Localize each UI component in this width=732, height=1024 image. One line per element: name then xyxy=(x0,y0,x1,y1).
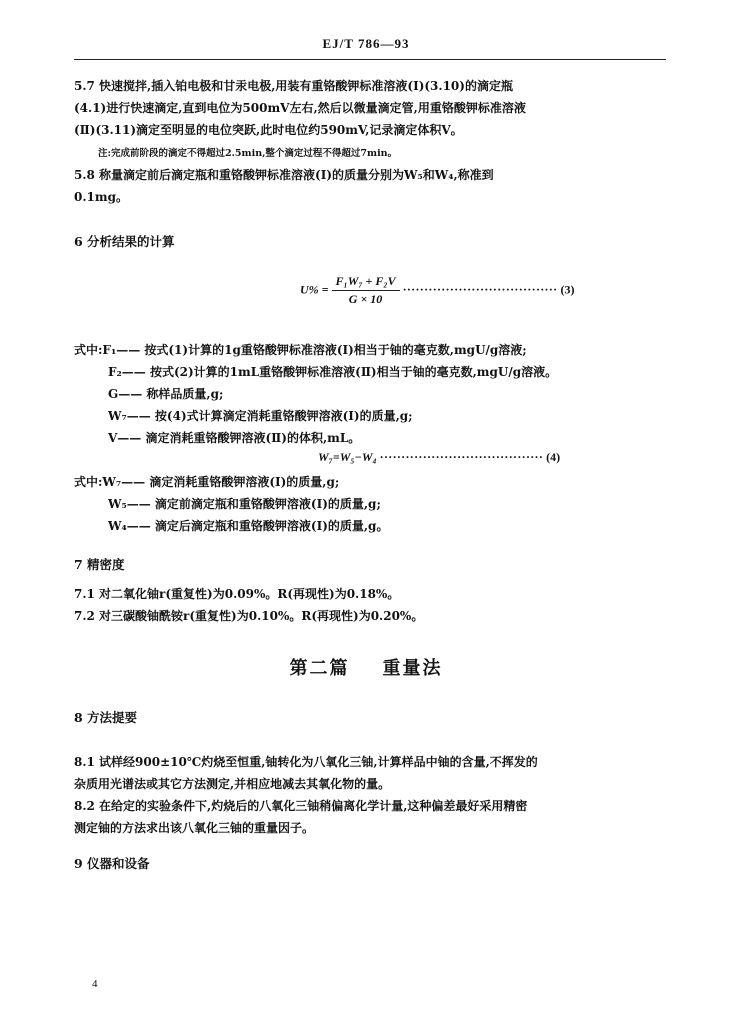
def-3-g: G—— 称样品质量,g; xyxy=(108,387,224,401)
para-7-2: 7.2 对三碳酸铀酰铵r(重复性)为0.10%。R(再现性)为0.20%。 xyxy=(74,609,424,623)
formula-4 xyxy=(318,450,560,465)
para-8-1-line-1: 8.1 试样经900±10℃灼烧至恒重,铀转化为八氧化三铀,计算样品中铀的含量,不挥发的 xyxy=(74,755,538,769)
def-4-w5: W₅—— 滴定前滴定瓶和重铬酸钾溶液(Ⅰ)的质量,g; xyxy=(108,497,381,511)
para-8-2-line-2: 测定铀的方法求出该八氧化三铀的重量因子。 xyxy=(74,821,315,835)
section-7-heading: 7 精密度 xyxy=(74,557,125,572)
formula-3-leader: ···································· xyxy=(402,282,558,297)
formula-3 xyxy=(300,274,574,307)
def-4-w4: W₄—— 滴定后滴定瓶和重铬酸钾溶液(Ⅰ)的质量,g。 xyxy=(108,519,389,533)
para-8-1-line-2: 杂质用光谱法或其它方法测定,并相应地减去其氧化物的量。 xyxy=(74,777,391,791)
def-4-w7: 式中:W₇—— 滴定消耗重铬酸钾溶液(Ⅰ)的质量,g; xyxy=(74,475,340,489)
part-2-title: 第二篇 重量法 xyxy=(289,658,443,679)
para-5-7-line-1: 5.7 快速搅拌,插入铂电极和甘汞电极,用装有重铬酸钾标准溶液(Ⅰ)(3.10)的滴定瓶 xyxy=(74,79,513,93)
formula-4-leader: ······································ xyxy=(379,450,544,464)
para-5-8-line-2: 0.1mg。 xyxy=(74,190,128,204)
section-6-heading: 6 分析结果的计算 xyxy=(74,234,175,249)
formula-3-tag: (3) xyxy=(560,282,575,297)
formula-4-expr: W₇=W₅−W₄ xyxy=(318,450,377,464)
section-9-heading: 9 仪器和设备 xyxy=(74,856,150,871)
page-number: 4 xyxy=(92,978,98,990)
formula-3-lhs: U% = xyxy=(300,282,329,297)
header-rule xyxy=(74,59,666,60)
para-8-2-line-1: 8.2 在给定的实验条件下,灼烧后的八氧化三铀稍偏离化学计量,这种偏差最好采用精密 xyxy=(74,799,528,813)
def-3-v: V—— 滴定消耗重铬酸钾溶液(Ⅱ)的体积,mL。 xyxy=(108,431,361,445)
para-5-8-line-1: 5.8 称量滴定前后滴定瓶和重铬酸钾标准溶液(Ⅰ)的质量分别为W₅和W₄,称准到 xyxy=(74,168,494,182)
note-5-7: 注:完成前阶段的滴定不得超过2.5min,整个滴定过程不得超过7min。 xyxy=(98,148,398,159)
def-3-f2: F₂—— 按式(2)计算的1mL重铬酸钾标准溶液(Ⅱ)相当于铀的毫克数,mgU/g溶液。 xyxy=(108,365,558,379)
formula-3-numerator: F₁W₇ + F₂V xyxy=(332,274,400,291)
def-3-f1: 式中:F₁—— 按式(1)计算的1g重铬酸钾标准溶液(Ⅰ)相当于铀的毫克数,mgU/g溶液; xyxy=(74,343,527,357)
formula-4-tag: (4) xyxy=(546,450,561,464)
formula-3-fraction xyxy=(332,274,400,307)
formula-3-denominator: G × 10 xyxy=(348,292,383,306)
para-7-1: 7.1 对二氧化铀r(重复性)为0.09%。R(再现性)为0.18%。 xyxy=(74,587,400,601)
para-5-7-line-2: (4.1)进行快速滴定,直到电位为500mV左右,然后以微量滴定管,用重铬酸钾标准溶液 xyxy=(74,101,526,115)
page-header: EJ/T 786—93 xyxy=(322,36,410,51)
def-3-w7: W₇—— 按(4)式计算滴定消耗重铬酸钾溶液(Ⅰ)的质量,g; xyxy=(108,409,413,423)
para-5-7-line-3: (Ⅱ)(3.11)滴定至明显的电位突跃,此时电位约590mV,记录滴定体积V。 xyxy=(74,123,463,137)
section-8-heading: 8 方法提要 xyxy=(74,710,138,725)
